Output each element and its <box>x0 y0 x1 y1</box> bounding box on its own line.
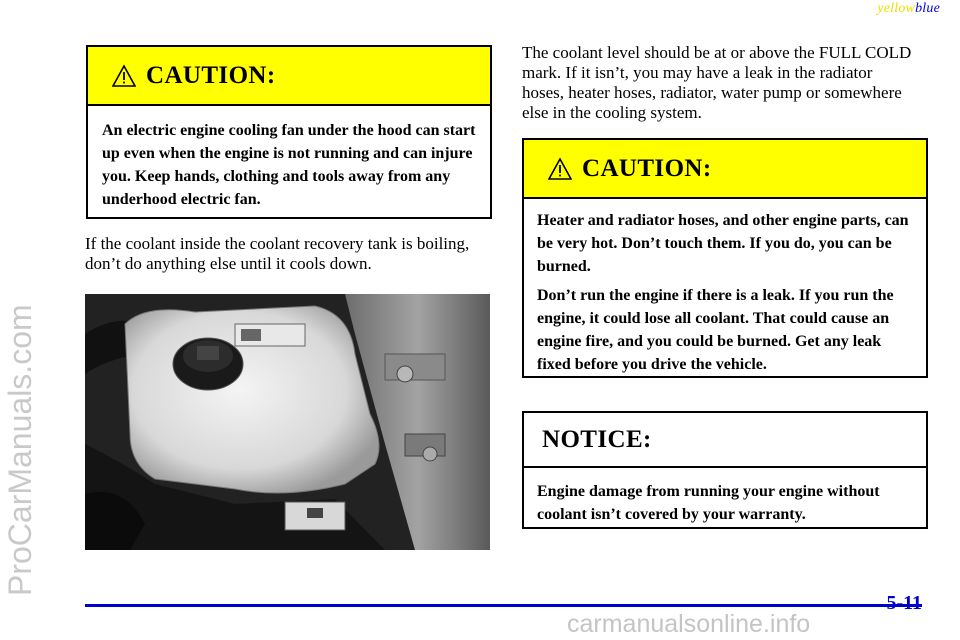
caution-paragraph: An electric engine cooling fan under the hood can start up even when the engine is not running and can injure you. Keep hands, clothing and tools away from any underhood electric fan. <box>102 122 476 208</box>
notice-box <box>522 411 928 529</box>
notice-title: NOTICE: <box>542 425 652 453</box>
warning-triangle-icon <box>548 157 572 181</box>
notice-paragraph: Engine damage from running your engine without coolant isn’t covered by your warranty. <box>537 483 880 523</box>
side-watermark: ProCarManuals.com <box>2 304 38 596</box>
caution-header <box>524 140 926 199</box>
caution-text <box>88 106 490 211</box>
footer-rule <box>85 604 922 607</box>
caution-box-hoses <box>522 138 928 378</box>
coolant-level-paragraph: The coolant level should be at or above the FULL COLD mark. If it isn’t, you may have a leak in the radiator hoses, heater hoses, radiator, water pump or somewhere else in the cooling system. <box>522 43 912 122</box>
caution-box-fan <box>86 45 492 219</box>
page-number: 5-11 <box>886 592 922 614</box>
caution-paragraph: Heater and radiator hoses, and other engine parts, can be very hot. Don’t touch them. If you do, you can be burned. <box>537 212 909 275</box>
warning-triangle-icon <box>112 64 136 88</box>
coolant-tank-illustration <box>85 294 490 550</box>
bottom-watermark: carmanualsonline.info <box>567 610 811 638</box>
caution-title: CAUTION: <box>146 61 276 89</box>
caution-text <box>524 199 926 376</box>
color-tag-yellow: yellow <box>877 1 916 16</box>
boiling-paragraph: If the coolant inside the coolant recovery tank is boiling, don’t do anything else until it cools down. <box>85 234 470 273</box>
color-tag <box>877 1 940 17</box>
color-tag-blue: blue <box>915 1 940 16</box>
notice-header <box>524 413 926 468</box>
caution-header <box>88 47 490 106</box>
coolant-tank-photo <box>85 294 490 550</box>
notice-text <box>524 468 926 526</box>
caution-paragraph: Don’t run the engine if there is a leak. If you run the engine, it could lose all coolant. That could cause an engine fire, and you could be burned. Get any leak fixed before you drive the vehicle. <box>537 287 894 373</box>
caution-title: CAUTION: <box>582 154 712 182</box>
